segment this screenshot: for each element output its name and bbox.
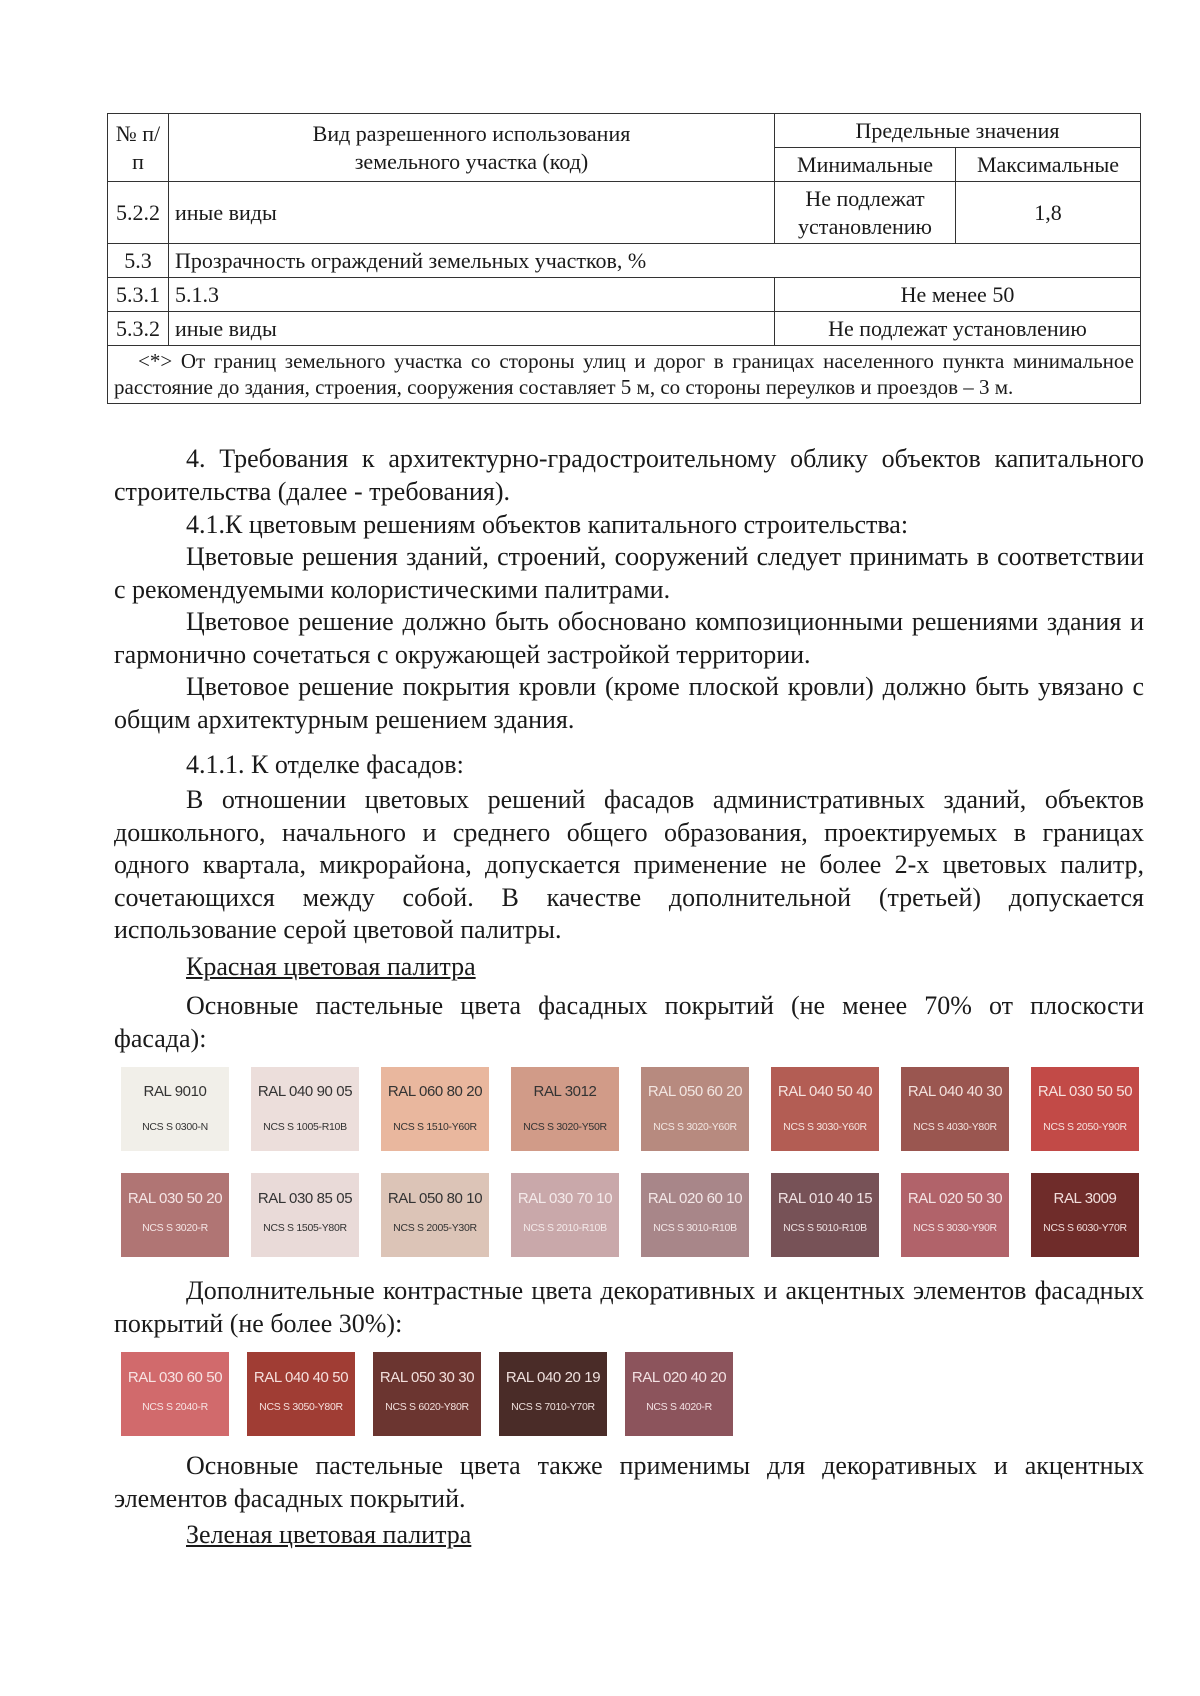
swatch-ral-code: RAL 010 40 15 — [777, 1190, 873, 1207]
swatch-ncs-code: NCS S 4020-R — [646, 1401, 712, 1413]
row-num: 5.3.1 — [108, 278, 169, 312]
swatch-ncs-code: NCS S 4030-Y80R — [913, 1121, 997, 1133]
paragraph-roof: Цветовое решение покрытия кровли (кроме плоской кровли) должно быть увязано с общим архитектурным решением здания. — [114, 672, 1144, 734]
swatch-ral-code: RAL 9010 — [143, 1083, 207, 1100]
color-swatch — [901, 1173, 1009, 1257]
section-4-heading: 4. Требования к архитектурно-градостроительному облику объектов капитального строительства (далее - требования). — [114, 444, 1144, 506]
table-header-row — [108, 114, 1141, 148]
swatch-ncs-code: NCS S 3030-Y90R — [913, 1222, 997, 1234]
paragraph-composition: Цветовое решение должно быть обосновано композиционными решениями здания и гармонично сочетаться с окружающей застройкой территории. — [114, 607, 1144, 669]
row-max: 1,8 — [956, 182, 1141, 244]
color-swatch — [121, 1352, 229, 1436]
section-4-1-1-heading: 4.1.1. К отделке фасадов: — [186, 750, 464, 779]
swatch-ral-code: RAL 050 80 10 — [387, 1190, 483, 1207]
table-footnote: <*> От границ земельного участка со стороны улиц и дорог в границах населенного пункта минимальное расстояние до здания, строения, сооружения составляет 5 м, со стороны переулков и проездов – 3 м. — [108, 346, 1141, 404]
color-swatch — [511, 1173, 619, 1257]
color-swatch — [625, 1352, 733, 1436]
swatch-ral-code: RAL 050 60 20 — [647, 1083, 743, 1100]
swatch-ral-code: RAL 040 20 19 — [505, 1369, 601, 1386]
swatch-ncs-code: NCS S 2040-R — [142, 1401, 208, 1413]
swatch-ral-code: RAL 020 50 30 — [907, 1190, 1003, 1207]
swatch-ral-code: RAL 030 70 10 — [517, 1190, 613, 1207]
swatch-ral-code: RAL 030 50 50 — [1037, 1083, 1133, 1100]
color-swatch — [499, 1352, 607, 1436]
header-min: Минимальные — [775, 148, 956, 182]
color-swatch — [511, 1067, 619, 1151]
color-swatch — [373, 1352, 481, 1436]
row-num: 5.2.2 — [108, 182, 169, 244]
swatch-ncs-code: NCS S 6020-Y80R — [385, 1401, 469, 1413]
swatch-ncs-code: NCS S 2005-Y30R — [393, 1222, 477, 1234]
color-swatch — [641, 1067, 749, 1151]
swatch-ncs-code: NCS S 6030-Y70R — [1043, 1222, 1127, 1234]
swatch-ncs-code: NCS S 5010-R10B — [783, 1222, 867, 1234]
color-swatch — [901, 1067, 1009, 1151]
row-num: 5.3.2 — [108, 312, 169, 346]
color-swatch — [121, 1067, 229, 1151]
row-min: Не подлежат установлению — [775, 182, 956, 244]
green-palette-heading — [114, 1519, 1144, 1552]
swatch-ncs-code: NCS S 2010-R10B — [523, 1222, 607, 1234]
swatch-ncs-code: NCS S 3010-R10B — [653, 1222, 737, 1234]
color-swatch — [121, 1173, 229, 1257]
color-swatch — [251, 1067, 359, 1151]
swatch-ral-code: RAL 060 80 20 — [387, 1083, 483, 1100]
table-row — [108, 278, 1141, 312]
swatch-ral-code: RAL 030 85 05 — [257, 1190, 353, 1207]
table-row — [108, 312, 1141, 346]
color-swatch — [381, 1173, 489, 1257]
swatch-ral-code: RAL 020 60 10 — [647, 1190, 743, 1207]
paragraph-accent-colors: Дополнительные контрастные цвета декоративных и акцентных элементов фасадных покрытий (не более 30%): — [114, 1276, 1144, 1338]
color-swatch — [247, 1352, 355, 1436]
regulations-table — [107, 113, 1141, 404]
row-type: Прозрачность ограждений земельных участков, % — [169, 244, 1141, 278]
section-4-1-heading: 4.1.К цветовым решениям объектов капитального строительства: — [186, 510, 909, 539]
row-value: Не менее 50 — [775, 278, 1141, 312]
swatch-ncs-code: NCS S 2050-Y90R — [1043, 1121, 1127, 1133]
swatch-ral-code: RAL 040 90 05 — [257, 1083, 353, 1100]
header-max: Максимальные — [956, 148, 1141, 182]
row-type: иные виды — [169, 182, 775, 244]
color-swatch — [1031, 1173, 1139, 1257]
header-limits: Предельные значения — [775, 114, 1141, 148]
green-palette-title: Зеленая цветовая палитра — [186, 1520, 472, 1549]
swatch-ral-code: RAL 050 30 30 — [379, 1369, 475, 1386]
color-swatch — [771, 1067, 879, 1151]
swatch-ral-code: RAL 040 40 50 — [253, 1369, 349, 1386]
paragraph-pastel-also: Основные пастельные цвета также применимы для декоративных и акцентных элементов фасадных покрытий. — [114, 1451, 1144, 1513]
swatch-ral-code: RAL 040 50 40 — [777, 1083, 873, 1100]
row-value: Не подлежат установлению — [775, 312, 1141, 346]
swatch-ncs-code: NCS S 1505-Y80R — [263, 1222, 347, 1234]
swatch-ncs-code: NCS S 1005-R10B — [263, 1121, 347, 1133]
row-type: 5.1.3 — [169, 278, 775, 312]
red-palette-title: Красная цветовая палитра — [186, 952, 476, 981]
swatch-ral-code: RAL 3012 — [533, 1083, 597, 1100]
swatch-ncs-code: NCS S 3050-Y80R — [259, 1401, 343, 1413]
color-swatch — [771, 1173, 879, 1257]
swatch-ncs-code: NCS S 3020-R — [142, 1222, 208, 1234]
swatch-ral-code: RAL 040 40 30 — [907, 1083, 1003, 1100]
table-row — [108, 182, 1141, 244]
table-note-row — [108, 346, 1141, 404]
red-palette-heading — [114, 951, 1144, 984]
swatch-ncs-code: NCS S 7010-Y70R — [511, 1401, 595, 1413]
header-num: № п/п — [108, 114, 169, 182]
header-type: Вид разрешенного использования земельного участка (код) — [169, 114, 775, 182]
swatch-ncs-code: NCS S 1510-Y60R — [393, 1121, 477, 1133]
row-num: 5.3 — [108, 244, 169, 278]
swatch-ncs-code: NCS S 3030-Y60R — [783, 1121, 867, 1133]
swatch-ncs-code: NCS S 3020-Y50R — [523, 1121, 607, 1133]
paragraph-main-colors: Основные пастельные цвета фасадных покрытий (не менее 70% от плоскости фасада): — [114, 991, 1144, 1053]
color-swatch — [1031, 1067, 1139, 1151]
color-swatch — [251, 1173, 359, 1257]
table-row — [108, 244, 1141, 278]
swatch-ncs-code: NCS S 0300-N — [142, 1121, 208, 1133]
paragraph-facade-palettes: В отношении цветовых решений фасадов административных зданий, объектов дошкольного, начального и среднего общего образования, проектируемых в границах одного квартала, микрорайона, допускается применение не более 2-х цветовых палитр, сочетающихся между собой. В качестве дополнительной (третьей) допускается использование серой цветовой палитры. — [114, 785, 1144, 944]
swatch-ncs-code: NCS S 3020-Y60R — [653, 1121, 737, 1133]
row-type: иные виды — [169, 312, 775, 346]
swatch-ral-code: RAL 020 40 20 — [631, 1369, 727, 1386]
swatch-ral-code: RAL 3009 — [1053, 1190, 1117, 1207]
paragraph-color-solutions: Цветовые решения зданий, строений, сооружений следует принимать в соответствии с рекомендуемыми колористическими палитрами. — [114, 542, 1144, 604]
swatch-ral-code: RAL 030 60 50 — [127, 1369, 223, 1386]
swatch-ral-code: RAL 030 50 20 — [127, 1190, 223, 1207]
color-swatch — [641, 1173, 749, 1257]
color-swatch — [381, 1067, 489, 1151]
